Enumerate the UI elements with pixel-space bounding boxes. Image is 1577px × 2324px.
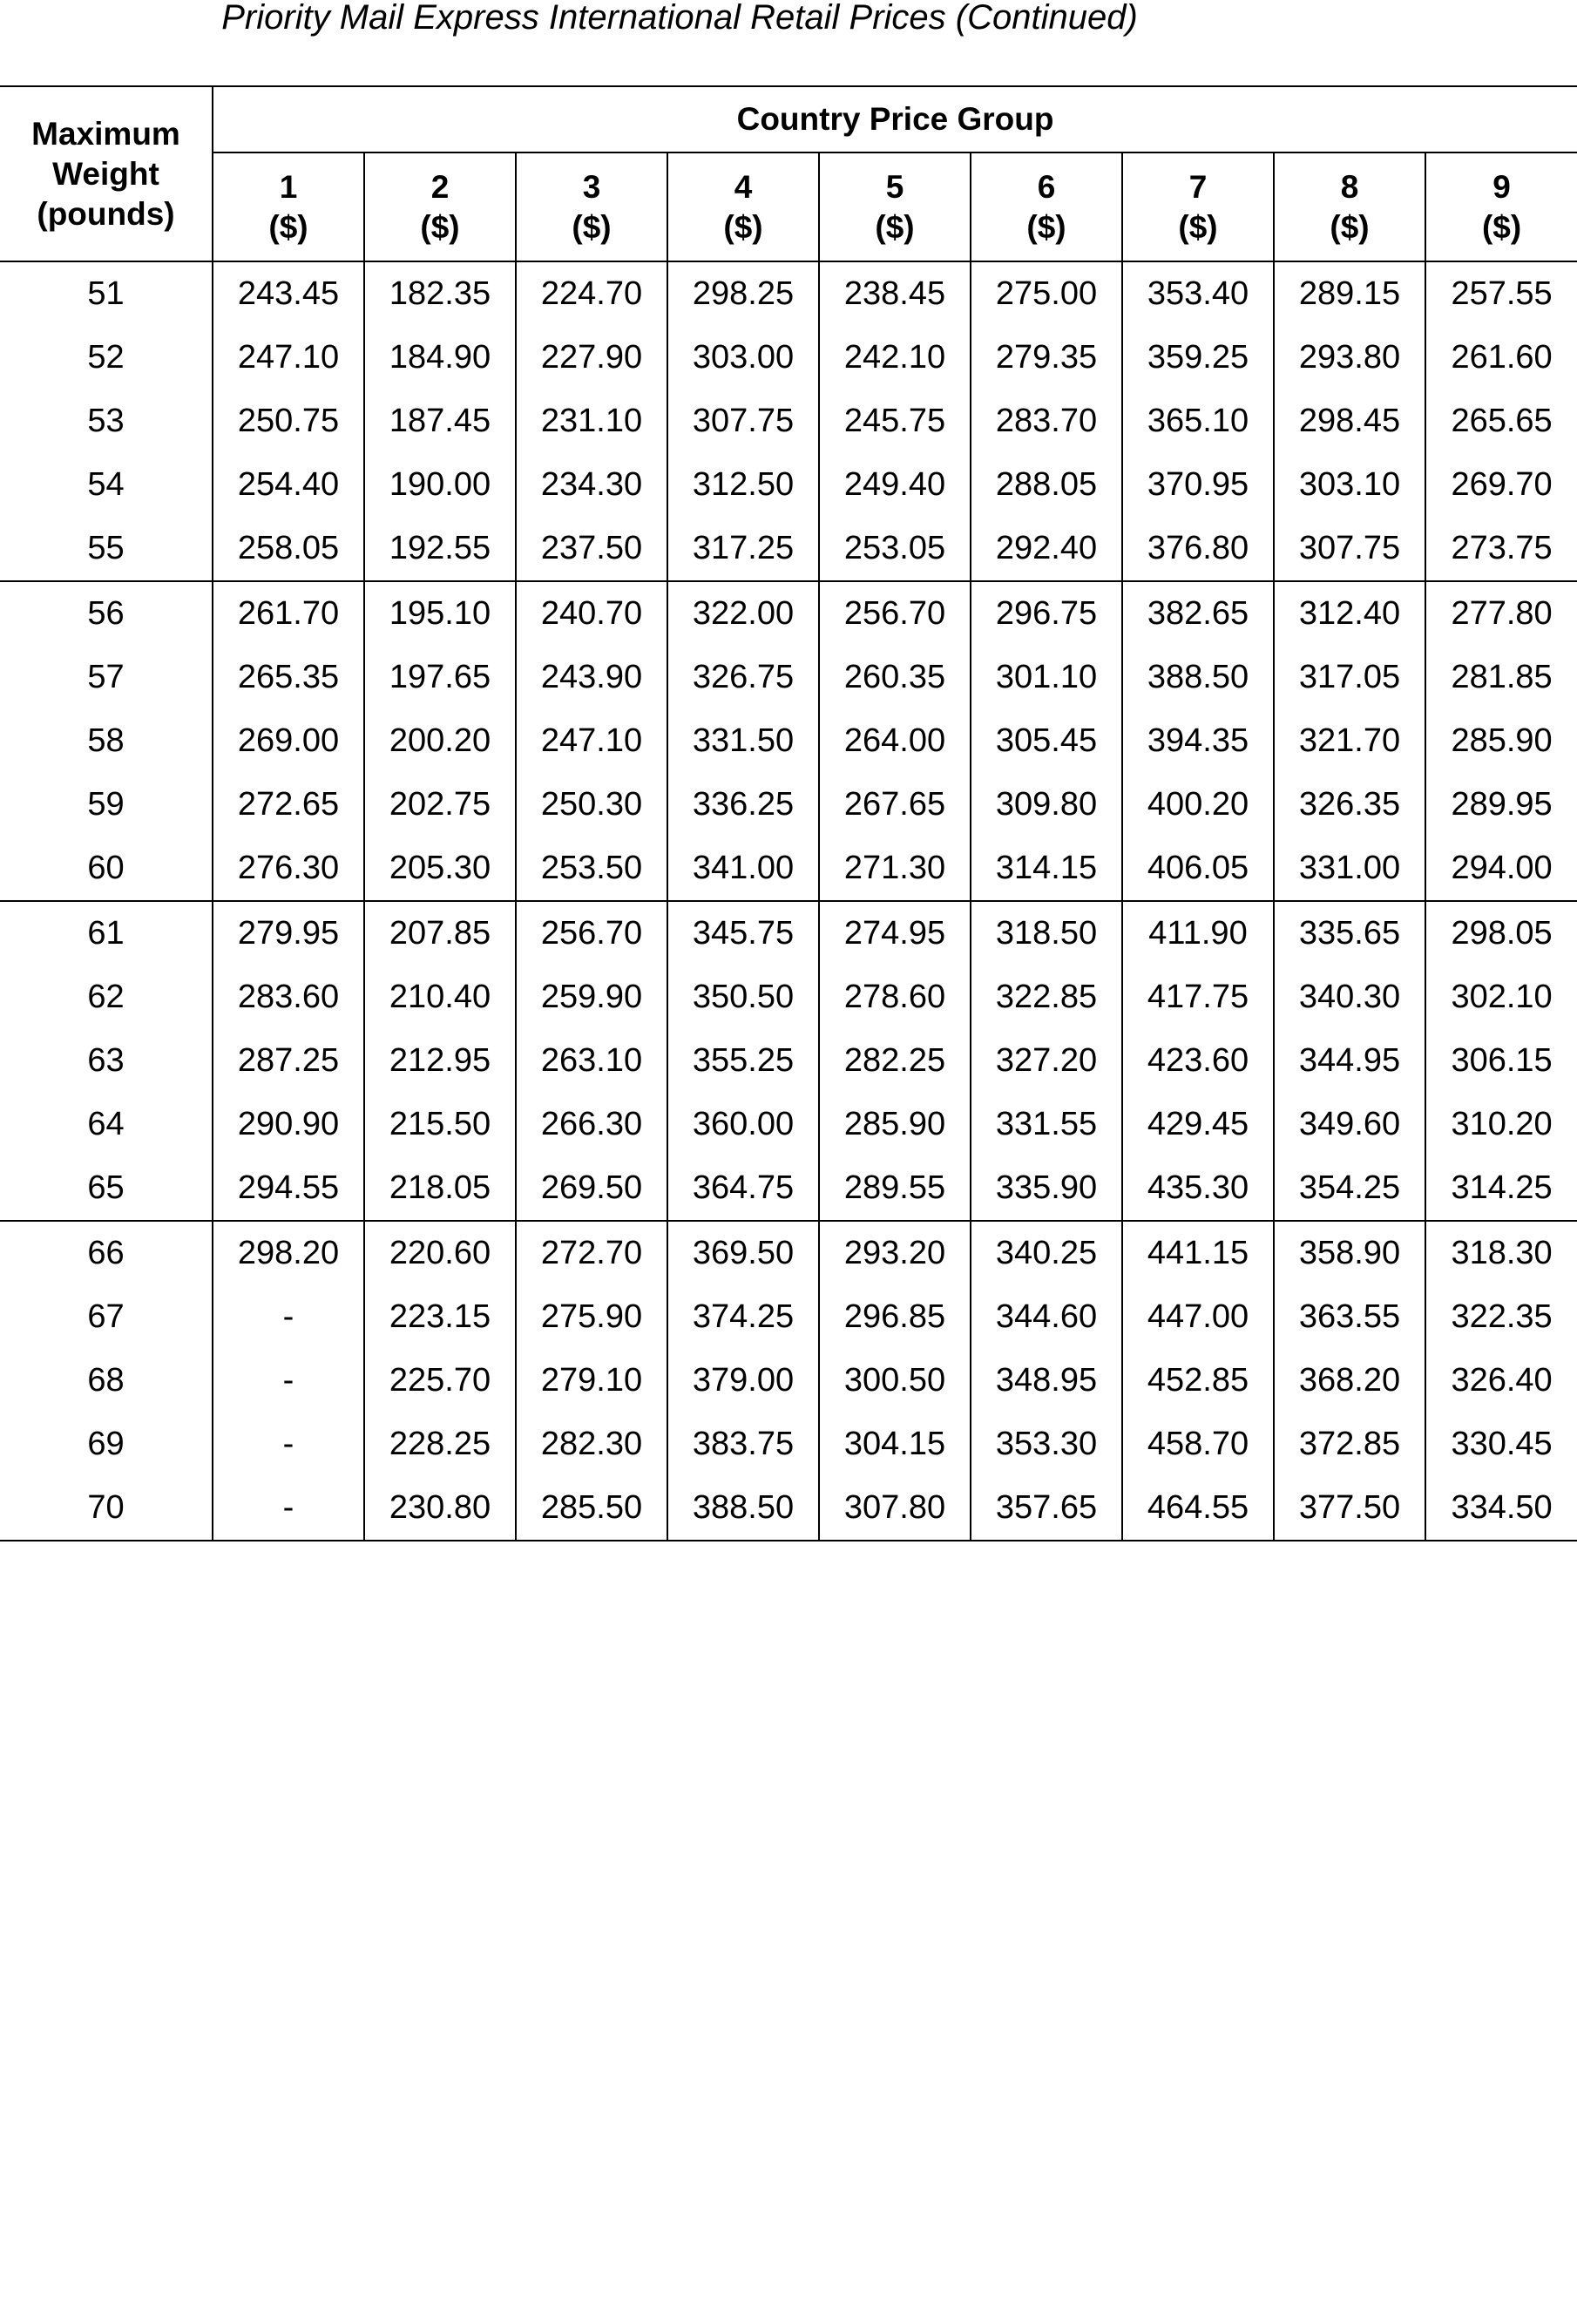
price-cell: 382.65 <box>1122 581 1274 646</box>
table-row <box>0 453 1577 517</box>
group-column-header <box>819 152 971 261</box>
price-cell: 357.65 <box>971 1476 1122 1541</box>
price-cell: 303.10 <box>1274 453 1425 517</box>
table-row <box>0 709 1577 773</box>
price-cell: 220.60 <box>364 1221 516 1285</box>
price-cell: 282.25 <box>819 1029 971 1093</box>
price-cell: 289.95 <box>1425 773 1577 837</box>
price-cell: 249.40 <box>819 453 971 517</box>
price-cell: 330.45 <box>1425 1413 1577 1476</box>
price-cell: 370.95 <box>1122 453 1274 517</box>
group-header-row <box>0 152 1577 261</box>
price-cell: 230.80 <box>364 1476 516 1541</box>
price-cell: 254.40 <box>213 453 364 517</box>
group-column-header <box>213 152 364 261</box>
price-cell: 195.10 <box>364 581 516 646</box>
price-cell: 243.45 <box>213 261 364 326</box>
price-cell: 253.50 <box>516 837 667 901</box>
price-cell: 263.10 <box>516 1029 667 1093</box>
price-cell: 368.20 <box>1274 1349 1425 1413</box>
price-cell: 314.25 <box>1425 1156 1577 1221</box>
price-cell: 336.25 <box>667 773 819 837</box>
price-cell: 247.10 <box>516 709 667 773</box>
price-cell: 271.30 <box>819 837 971 901</box>
price-cell: 317.25 <box>667 517 819 581</box>
price-cell: 400.20 <box>1122 773 1274 837</box>
table-row <box>0 326 1577 390</box>
table-row <box>0 646 1577 709</box>
group-column-header <box>971 152 1122 261</box>
price-cell: 243.90 <box>516 646 667 709</box>
price-cell: 429.45 <box>1122 1093 1274 1156</box>
group-unit: ($) <box>572 208 612 245</box>
price-cell: 296.85 <box>819 1285 971 1349</box>
table-row <box>0 517 1577 581</box>
price-cell: 294.00 <box>1425 837 1577 901</box>
price-cell: 354.25 <box>1274 1156 1425 1221</box>
table-row <box>0 1221 1577 1285</box>
weight-cell: 63 <box>87 1042 125 1079</box>
page-title: Priority Mail Express International Retail Prices (Continued) <box>221 0 1138 37</box>
price-cell: 358.90 <box>1274 1221 1425 1285</box>
price-cell: 423.60 <box>1122 1029 1274 1093</box>
weight-cell: 55 <box>0 517 213 581</box>
weight-cell: 56 <box>87 595 125 632</box>
price-cell: 307.75 <box>667 390 819 453</box>
price-cell: 331.50 <box>667 709 819 773</box>
price-cell: 200.20 <box>364 709 516 773</box>
price-cell: 298.20 <box>213 1221 364 1285</box>
price-cell: 369.50 <box>667 1221 819 1285</box>
table-row <box>0 901 1577 966</box>
price-cell: 269.70 <box>1425 453 1577 517</box>
table-row <box>0 1285 1577 1349</box>
table-row <box>0 261 1577 326</box>
price-cell: 355.25 <box>667 1029 819 1093</box>
price-cell: 441.15 <box>1122 1221 1274 1285</box>
price-cell: 360.00 <box>667 1093 819 1156</box>
weight-cell: 58 <box>87 722 125 759</box>
table-row <box>0 1476 1577 1541</box>
price-cell: 349.60 <box>1274 1093 1425 1156</box>
table-row <box>0 966 1577 1029</box>
group-unit: ($) <box>875 208 915 245</box>
price-cell: 350.50 <box>667 966 819 1029</box>
group-number: 5 <box>885 168 904 205</box>
group-column-header <box>516 152 667 261</box>
price-cell: 340.25 <box>971 1221 1122 1285</box>
group-number: 9 <box>1492 168 1511 205</box>
group-number: 7 <box>1188 168 1208 205</box>
price-cell: 340.30 <box>1274 966 1425 1029</box>
price-cell: 256.70 <box>516 901 667 966</box>
group-number: 4 <box>734 168 753 205</box>
price-cell: 250.75 <box>213 390 364 453</box>
price-cell: 264.00 <box>819 709 971 773</box>
group-unit: ($) <box>420 208 460 245</box>
price-cell: 293.20 <box>819 1221 971 1285</box>
weight-cell: 51 <box>87 275 125 312</box>
price-cell: 298.25 <box>667 261 819 326</box>
group-column-header <box>1274 152 1425 261</box>
table-row <box>0 1156 1577 1221</box>
weight-cell: 53 <box>87 403 125 439</box>
weight-cell: 61 <box>87 915 125 952</box>
price-cell: 435.30 <box>1122 1156 1274 1221</box>
price-cell: 279.35 <box>971 326 1122 390</box>
price-cell: 274.95 <box>819 901 971 966</box>
table-row <box>0 390 1577 453</box>
price-cell: 205.30 <box>364 837 516 901</box>
price-cell: 363.55 <box>1274 1285 1425 1349</box>
price-cell: 318.30 <box>1425 1221 1577 1285</box>
price-cell: 300.50 <box>819 1349 971 1413</box>
price-cell: 335.90 <box>971 1156 1122 1221</box>
price-cell: 314.15 <box>971 837 1122 901</box>
price-cell: 238.45 <box>819 261 971 326</box>
price-cell: 326.40 <box>1425 1349 1577 1413</box>
price-cell: 207.85 <box>364 901 516 966</box>
price-cell: 306.15 <box>1425 1029 1577 1093</box>
price-cell: 322.85 <box>971 966 1122 1029</box>
price-cell: 310.20 <box>1425 1093 1577 1156</box>
price-cell: 275.90 <box>516 1285 667 1349</box>
price-cell: 283.70 <box>971 390 1122 453</box>
price-cell: 250.30 <box>516 773 667 837</box>
weight-cell: 67 <box>87 1298 125 1335</box>
price-cell: 285.50 <box>516 1476 667 1541</box>
price-cell: 292.40 <box>971 517 1122 581</box>
group-column-header <box>667 152 819 261</box>
price-cell: 309.80 <box>971 773 1122 837</box>
price-cell: 227.90 <box>516 326 667 390</box>
price-cell: - <box>213 1413 364 1476</box>
price-cell: 305.45 <box>971 709 1122 773</box>
price-cell: 294.55 <box>213 1156 364 1221</box>
price-cell: 242.10 <box>819 326 971 390</box>
price-cell: 417.75 <box>1122 966 1274 1029</box>
price-cell: 377.50 <box>1274 1476 1425 1541</box>
group-column-header <box>364 152 516 261</box>
group-unit: ($) <box>268 208 308 245</box>
price-cell: 326.35 <box>1274 773 1425 837</box>
price-cell: 383.75 <box>667 1413 819 1476</box>
price-cell: 344.60 <box>971 1285 1122 1349</box>
price-cell: 372.85 <box>1274 1413 1425 1476</box>
price-cell: 261.60 <box>1425 326 1577 390</box>
price-cell: 298.05 <box>1425 901 1577 966</box>
price-cell: 184.90 <box>364 326 516 390</box>
price-cell: 353.40 <box>1122 261 1274 326</box>
header-row <box>0 86 1577 152</box>
price-cell: 312.50 <box>667 453 819 517</box>
price-cell: 388.50 <box>1122 646 1274 709</box>
price-cell: 301.10 <box>971 646 1122 709</box>
price-cell: 302.10 <box>1425 966 1577 1029</box>
weight-header-line: Maximum <box>31 115 180 152</box>
weight-cell: 70 <box>0 1476 213 1541</box>
price-cell: 278.60 <box>819 966 971 1029</box>
price-cell: 261.70 <box>213 581 364 646</box>
weight-cell: 52 <box>87 339 125 376</box>
price-cell: 293.80 <box>1274 326 1425 390</box>
price-cell: 234.30 <box>516 453 667 517</box>
price-cell: 296.75 <box>971 581 1122 646</box>
country-price-group-header: Country Price Group <box>213 86 1577 152</box>
price-cell: 256.70 <box>819 581 971 646</box>
price-cell: 289.55 <box>819 1156 971 1221</box>
price-cell: 182.35 <box>364 261 516 326</box>
price-cell: 245.75 <box>819 390 971 453</box>
price-cell: 265.35 <box>213 646 364 709</box>
weight-cell: 57 <box>87 659 125 695</box>
price-cell: - <box>213 1476 364 1541</box>
price-cell: 269.50 <box>516 1156 667 1221</box>
price-table <box>0 85 1577 1541</box>
price-cell: 275.00 <box>971 261 1122 326</box>
price-cell: 223.15 <box>364 1285 516 1349</box>
group-unit: ($) <box>1481 208 1522 245</box>
price-cell: 406.05 <box>1122 837 1274 901</box>
group-column-header <box>1122 152 1274 261</box>
price-cell: - <box>213 1285 364 1349</box>
weight-cell: 64 <box>87 1106 125 1142</box>
price-cell: 231.10 <box>516 390 667 453</box>
price-cell: 331.00 <box>1274 837 1425 901</box>
group-number: 1 <box>279 168 298 205</box>
price-cell: 304.15 <box>819 1413 971 1476</box>
price-cell: 285.90 <box>819 1093 971 1156</box>
group-column-header <box>1425 152 1577 261</box>
group-number: 3 <box>582 168 601 205</box>
price-cell: 374.25 <box>667 1285 819 1349</box>
price-cell: 359.25 <box>1122 326 1274 390</box>
weight-cell: 69 <box>87 1426 125 1462</box>
price-cell: 331.55 <box>971 1093 1122 1156</box>
table-row <box>0 1029 1577 1093</box>
price-cell: 452.85 <box>1122 1349 1274 1413</box>
price-cell: 394.35 <box>1122 709 1274 773</box>
price-cell: 326.75 <box>667 646 819 709</box>
weight-cell: 65 <box>0 1156 213 1221</box>
price-cell: 447.00 <box>1122 1285 1274 1349</box>
weight-cell: 60 <box>0 837 213 901</box>
price-cell: 312.40 <box>1274 581 1425 646</box>
group-number: 2 <box>430 168 450 205</box>
price-cell: 322.35 <box>1425 1285 1577 1349</box>
price-cell: 344.95 <box>1274 1029 1425 1093</box>
price-cell: 267.65 <box>819 773 971 837</box>
price-cell: 228.25 <box>364 1413 516 1476</box>
price-cell: 212.95 <box>364 1029 516 1093</box>
price-cell: 327.20 <box>971 1029 1122 1093</box>
price-cell: 273.75 <box>1425 517 1577 581</box>
price-cell: 411.90 <box>1122 901 1274 966</box>
price-cell: 190.00 <box>364 453 516 517</box>
price-cell: 259.90 <box>516 966 667 1029</box>
price-table-body <box>0 261 1577 1541</box>
price-cell: - <box>213 1349 364 1413</box>
price-cell: 237.50 <box>516 517 667 581</box>
table-row <box>0 1093 1577 1156</box>
price-cell: 334.50 <box>1425 1476 1577 1541</box>
table-row <box>0 773 1577 837</box>
price-cell: 321.70 <box>1274 709 1425 773</box>
price-cell: 225.70 <box>364 1349 516 1413</box>
price-cell: 282.30 <box>516 1413 667 1476</box>
price-cell: 364.75 <box>667 1156 819 1221</box>
price-cell: 283.60 <box>213 966 364 1029</box>
weight-cell: 59 <box>87 786 125 823</box>
price-cell: 192.55 <box>364 517 516 581</box>
price-cell: 322.00 <box>667 581 819 646</box>
price-cell: 290.90 <box>213 1093 364 1156</box>
price-cell: 285.90 <box>1425 709 1577 773</box>
price-cell: 307.80 <box>819 1476 971 1541</box>
price-cell: 303.00 <box>667 326 819 390</box>
price-cell: 376.80 <box>1122 517 1274 581</box>
price-cell: 345.75 <box>667 901 819 966</box>
price-cell: 258.05 <box>213 517 364 581</box>
price-cell: 265.65 <box>1425 390 1577 453</box>
price-cell: 298.45 <box>1274 390 1425 453</box>
price-cell: 272.70 <box>516 1221 667 1285</box>
weight-cell: 54 <box>87 466 125 503</box>
price-cell: 210.40 <box>364 966 516 1029</box>
price-cell: 277.80 <box>1425 581 1577 646</box>
price-cell: 365.10 <box>1122 390 1274 453</box>
price-cell: 348.95 <box>971 1349 1122 1413</box>
price-cell: 224.70 <box>516 261 667 326</box>
price-cell: 253.05 <box>819 517 971 581</box>
price-cell: 276.30 <box>213 837 364 901</box>
weight-cell: 62 <box>87 979 125 1015</box>
price-cell: 287.25 <box>213 1029 364 1093</box>
price-cell: 281.85 <box>1425 646 1577 709</box>
price-cell: 379.00 <box>667 1349 819 1413</box>
price-cell: 289.15 <box>1274 261 1425 326</box>
group-number: 8 <box>1340 168 1359 205</box>
price-cell: 464.55 <box>1122 1476 1274 1541</box>
price-cell: 202.75 <box>364 773 516 837</box>
price-cell: 247.10 <box>213 326 364 390</box>
weight-header-line: (pounds) <box>37 195 175 232</box>
price-cell: 260.35 <box>819 646 971 709</box>
price-cell: 307.75 <box>1274 517 1425 581</box>
price-cell: 353.30 <box>971 1413 1122 1476</box>
price-cell: 257.55 <box>1425 261 1577 326</box>
weight-column-header <box>0 86 213 261</box>
price-cell: 318.50 <box>971 901 1122 966</box>
weight-header-line: Weight <box>52 155 159 192</box>
price-cell: 388.50 <box>667 1476 819 1541</box>
weight-cell: 66 <box>87 1235 125 1271</box>
group-unit: ($) <box>1178 208 1218 245</box>
price-cell: 335.65 <box>1274 901 1425 966</box>
price-cell: 187.45 <box>364 390 516 453</box>
table-row <box>0 581 1577 646</box>
table-row <box>0 1413 1577 1476</box>
group-unit: ($) <box>1330 208 1370 245</box>
price-cell: 279.95 <box>213 901 364 966</box>
price-cell: 272.65 <box>213 773 364 837</box>
price-cell: 458.70 <box>1122 1413 1274 1476</box>
table-row <box>0 837 1577 901</box>
price-cell: 288.05 <box>971 453 1122 517</box>
price-cell: 215.50 <box>364 1093 516 1156</box>
price-cell: 240.70 <box>516 581 667 646</box>
price-cell: 269.00 <box>213 709 364 773</box>
price-cell: 317.05 <box>1274 646 1425 709</box>
weight-cell: 68 <box>87 1362 125 1399</box>
group-unit: ($) <box>1026 208 1066 245</box>
price-cell: 197.65 <box>364 646 516 709</box>
group-number: 6 <box>1037 168 1056 205</box>
price-cell: 218.05 <box>364 1156 516 1221</box>
price-cell: 279.10 <box>516 1349 667 1413</box>
group-unit: ($) <box>723 208 763 245</box>
price-cell: 266.30 <box>516 1093 667 1156</box>
price-cell: 341.00 <box>667 837 819 901</box>
table-row <box>0 1349 1577 1413</box>
